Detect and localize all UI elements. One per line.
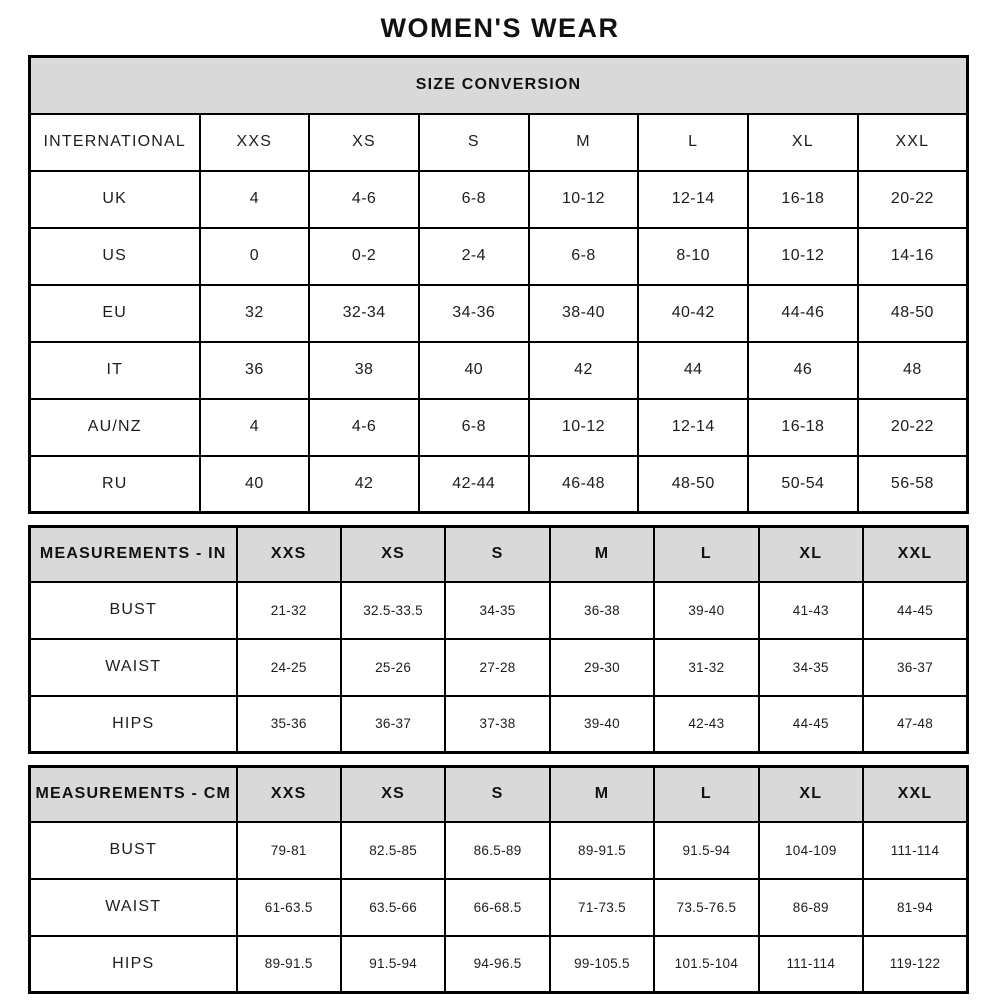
measurements-cm-row-label: WAIST xyxy=(30,879,237,936)
size-conversion-table xyxy=(28,55,969,514)
cell: 4-6 xyxy=(309,171,419,228)
cell: 34-35 xyxy=(445,582,549,639)
cell: 79-81 xyxy=(237,822,341,879)
cell: 20-22 xyxy=(858,399,968,456)
cell: 0-2 xyxy=(309,228,419,285)
cell: 89-91.5 xyxy=(237,936,341,993)
cell: 34-36 xyxy=(419,285,529,342)
measurements-cm-column-header-6: XL xyxy=(759,767,863,822)
size-conversion-column-header-7: XXL xyxy=(858,114,968,171)
cell: 4-6 xyxy=(309,399,419,456)
table-row xyxy=(30,639,968,696)
cell: 36-38 xyxy=(550,582,654,639)
page-title: WOMEN'S WEAR xyxy=(380,13,620,43)
size-conversion-row-label: RU xyxy=(30,456,200,513)
cell: 4 xyxy=(200,171,310,228)
cell: 111-114 xyxy=(863,822,967,879)
table-row xyxy=(30,399,968,456)
size-conversion-row-label: AU/NZ xyxy=(30,399,200,456)
cell: 46-48 xyxy=(529,456,639,513)
cell: 44 xyxy=(638,342,748,399)
table-row xyxy=(30,342,968,399)
cell: 91.5-94 xyxy=(654,822,758,879)
cell: 86.5-89 xyxy=(445,822,549,879)
measurements-in-column-header-1: XXS xyxy=(237,527,341,582)
cell: 20-22 xyxy=(858,171,968,228)
size-conversion-row-label: IT xyxy=(30,342,200,399)
cell: 94-96.5 xyxy=(445,936,549,993)
measurements-in-column-header-4: M xyxy=(550,527,654,582)
size-conversion-column-header-5: L xyxy=(638,114,748,171)
cell: 16-18 xyxy=(748,399,858,456)
cell: 36-37 xyxy=(863,639,967,696)
cell: 104-109 xyxy=(759,822,863,879)
cell: 99-105.5 xyxy=(550,936,654,993)
cell: 32-34 xyxy=(309,285,419,342)
size-conversion-column-header-2: XS xyxy=(309,114,419,171)
cell: 39-40 xyxy=(654,582,758,639)
size-conversion-column-header-6: XL xyxy=(748,114,858,171)
cell: 32 xyxy=(200,285,310,342)
cell: 40 xyxy=(419,342,529,399)
cell: 24-25 xyxy=(237,639,341,696)
measurements-in-column-header-5: L xyxy=(654,527,758,582)
cell: 89-91.5 xyxy=(550,822,654,879)
measurements-in-column-header-7: XXL xyxy=(863,527,967,582)
measurements-cm-column-header-7: XXL xyxy=(863,767,967,822)
table-row xyxy=(30,285,968,342)
measurements-cm-column-header-0: MEASUREMENTS - CM xyxy=(30,767,237,822)
measurements-cm-column-header-4: M xyxy=(550,767,654,822)
cell: 0 xyxy=(200,228,310,285)
measurements-cm-row-label: HIPS xyxy=(30,936,237,993)
cell: 29-30 xyxy=(550,639,654,696)
cell: 66-68.5 xyxy=(445,879,549,936)
table-row xyxy=(30,696,968,753)
cell: 25-26 xyxy=(341,639,445,696)
table-row xyxy=(30,582,968,639)
measurements-cm-column-header-1: XXS xyxy=(237,767,341,822)
cell: 38 xyxy=(309,342,419,399)
cell: 16-18 xyxy=(748,171,858,228)
cell: 40 xyxy=(200,456,310,513)
cell: 50-54 xyxy=(748,456,858,513)
cell: 32.5-33.5 xyxy=(341,582,445,639)
cell: 48-50 xyxy=(638,456,748,513)
cell: 12-14 xyxy=(638,399,748,456)
measurements-in-table xyxy=(28,525,969,754)
size-conversion-column-header-3: S xyxy=(419,114,529,171)
cell: 44-45 xyxy=(759,696,863,753)
cell: 73.5-76.5 xyxy=(654,879,758,936)
cell: 42-43 xyxy=(654,696,758,753)
cell: 6-8 xyxy=(419,399,529,456)
cell: 36-37 xyxy=(341,696,445,753)
measurements-in-row-label: BUST xyxy=(30,582,237,639)
cell: 63.5-66 xyxy=(341,879,445,936)
cell: 119-122 xyxy=(863,936,967,993)
cell: 46 xyxy=(748,342,858,399)
cell: 40-42 xyxy=(638,285,748,342)
cell: 44-45 xyxy=(863,582,967,639)
cell: 10-12 xyxy=(748,228,858,285)
cell: 82.5-85 xyxy=(341,822,445,879)
table-row xyxy=(30,879,968,936)
cell: 6-8 xyxy=(529,228,639,285)
table-row xyxy=(30,171,968,228)
measurements-in-column-header-3: S xyxy=(445,527,549,582)
size-conversion-row-label: US xyxy=(30,228,200,285)
cell: 6-8 xyxy=(419,171,529,228)
cell: 41-43 xyxy=(759,582,863,639)
table-row xyxy=(30,228,968,285)
cell: 14-16 xyxy=(858,228,968,285)
size-conversion-column-header-0: INTERNATIONAL xyxy=(30,114,200,171)
cell: 21-32 xyxy=(237,582,341,639)
measurements-cm-column-header-3: S xyxy=(445,767,549,822)
cell: 8-10 xyxy=(638,228,748,285)
cell: 101.5-104 xyxy=(654,936,758,993)
table-row xyxy=(30,456,968,513)
measurements-in-column-header-6: XL xyxy=(759,527,863,582)
size-conversion-row-label: UK xyxy=(30,171,200,228)
cell: 42-44 xyxy=(419,456,529,513)
size-conversion-column-header-1: XXS xyxy=(200,114,310,171)
cell: 10-12 xyxy=(529,399,639,456)
cell: 48-50 xyxy=(858,285,968,342)
cell: 61-63.5 xyxy=(237,879,341,936)
cell: 39-40 xyxy=(550,696,654,753)
cell: 34-35 xyxy=(759,639,863,696)
measurements-in-column-header-0: MEASUREMENTS - IN xyxy=(30,527,237,582)
cell: 31-32 xyxy=(654,639,758,696)
size-conversion-title-band: SIZE CONVERSION xyxy=(30,57,968,114)
cell: 12-14 xyxy=(638,171,748,228)
cell: 2-4 xyxy=(419,228,529,285)
cell: 81-94 xyxy=(863,879,967,936)
cell: 44-46 xyxy=(748,285,858,342)
cell: 47-48 xyxy=(863,696,967,753)
cell: 111-114 xyxy=(759,936,863,993)
measurements-in-row-label: HIPS xyxy=(30,696,237,753)
measurements-cm-column-header-5: L xyxy=(654,767,758,822)
measurements-cm-table xyxy=(28,765,969,994)
measurements-cm-column-header-2: XS xyxy=(341,767,445,822)
cell: 42 xyxy=(309,456,419,513)
cell: 91.5-94 xyxy=(341,936,445,993)
cell: 48 xyxy=(858,342,968,399)
measurements-in-row-label: WAIST xyxy=(30,639,237,696)
size-conversion-row-label: EU xyxy=(30,285,200,342)
cell: 10-12 xyxy=(529,171,639,228)
table-row xyxy=(30,822,968,879)
measurements-cm-row-label: BUST xyxy=(30,822,237,879)
cell: 56-58 xyxy=(858,456,968,513)
cell: 37-38 xyxy=(445,696,549,753)
cell: 38-40 xyxy=(529,285,639,342)
cell: 35-36 xyxy=(237,696,341,753)
cell: 36 xyxy=(200,342,310,399)
table-row xyxy=(30,936,968,993)
cell: 4 xyxy=(200,399,310,456)
cell: 71-73.5 xyxy=(550,879,654,936)
cell: 27-28 xyxy=(445,639,549,696)
cell: 42 xyxy=(529,342,639,399)
cell: 86-89 xyxy=(759,879,863,936)
size-conversion-column-header-4: M xyxy=(529,114,639,171)
measurements-in-column-header-2: XS xyxy=(341,527,445,582)
